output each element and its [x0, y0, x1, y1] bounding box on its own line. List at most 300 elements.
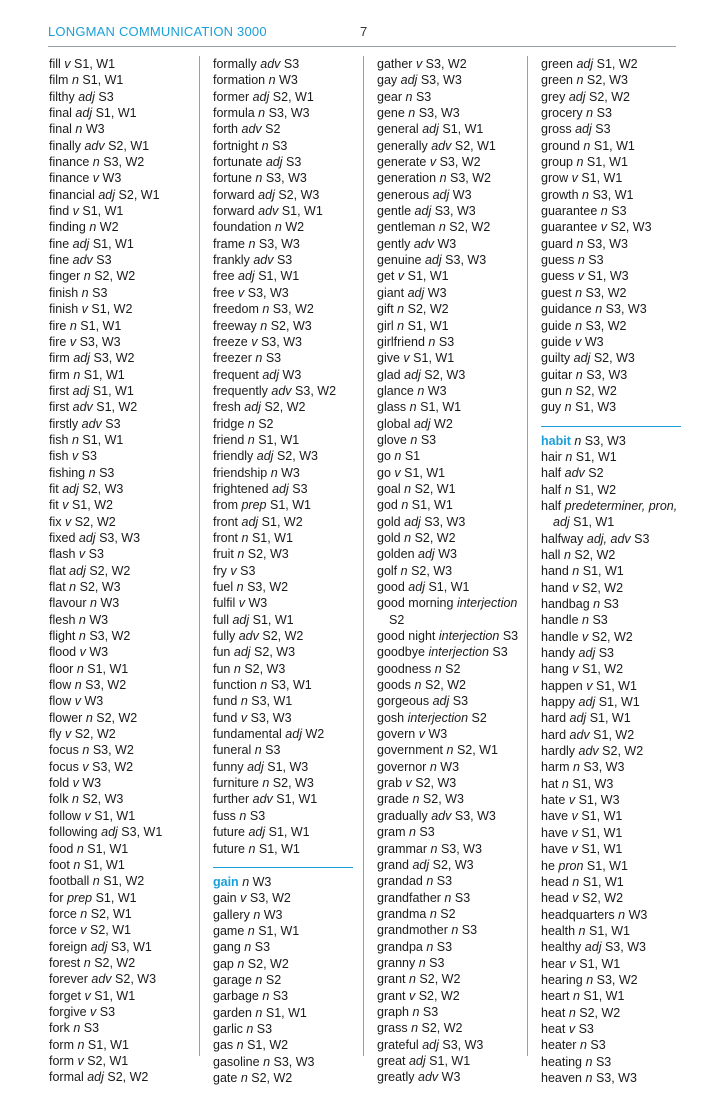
word-entry — [213, 367, 353, 383]
part-of-speech: adj — [568, 89, 586, 104]
headword: final — [49, 122, 72, 137]
part-of-speech: n — [583, 138, 591, 153]
headword: fine — [49, 253, 70, 268]
word-entry — [541, 694, 681, 710]
frequency-code: W3 — [437, 236, 457, 251]
column-1 — [49, 56, 199, 1086]
book-title: LONGMAN COMMUNICATION 3000 — [48, 24, 267, 39]
headword: fuel — [213, 580, 234, 594]
word-entry — [377, 187, 522, 203]
part-of-speech: n — [593, 597, 601, 611]
word-entry — [541, 482, 681, 498]
part-of-speech: adj — [432, 694, 450, 709]
headword: gradually — [377, 808, 428, 823]
headword: good morning — [377, 596, 454, 611]
part-of-speech: v — [71, 449, 79, 464]
headword: forward — [213, 204, 255, 219]
frequency-code: S2, W3 — [82, 792, 124, 807]
letter-section — [213, 867, 353, 1086]
part-of-speech: n — [438, 220, 446, 235]
headword: first — [49, 400, 70, 415]
part-of-speech: n — [426, 874, 434, 889]
headword: garden — [213, 1005, 252, 1020]
headword: headquarters — [541, 907, 615, 922]
headword: function — [213, 678, 257, 693]
word-entry — [49, 824, 199, 840]
frequency-code: S1, W1 — [276, 792, 318, 807]
word-entry — [213, 759, 353, 775]
headword: genuine — [377, 253, 422, 268]
part-of-speech: n — [575, 285, 583, 300]
word-entry — [377, 742, 522, 758]
word-entry — [541, 318, 681, 334]
part-of-speech: n — [258, 106, 266, 121]
part-of-speech: adj — [73, 351, 90, 366]
headword: generous — [377, 187, 430, 202]
frequency-code: S3 — [595, 122, 611, 137]
part-of-speech: adj — [573, 351, 591, 366]
part-of-speech: n — [71, 432, 79, 447]
headword: health — [541, 923, 576, 938]
word-entry — [541, 596, 681, 612]
frequency-code: S2 — [389, 612, 405, 627]
part-of-speech: v — [72, 776, 79, 791]
headword: forever — [49, 972, 88, 987]
part-of-speech: adj — [285, 727, 302, 742]
frequency-code: S2, W1 — [456, 743, 498, 758]
headword: growth — [541, 187, 579, 202]
part-of-speech: adv — [91, 972, 112, 987]
headword: foot — [49, 857, 70, 872]
word-entry — [49, 873, 199, 889]
word-entry — [49, 661, 199, 677]
frequency-code: S1, W1 — [442, 122, 484, 137]
headword: handle — [541, 629, 579, 644]
part-of-speech: adv — [260, 57, 281, 71]
frequency-code: S1, W1 — [593, 138, 635, 153]
part-of-speech: n — [394, 449, 402, 464]
headword: gentleman — [377, 220, 436, 235]
part-of-speech: interjection — [428, 645, 489, 660]
part-of-speech: n — [77, 1037, 85, 1052]
word-entry — [213, 563, 353, 579]
headword: half — [541, 466, 562, 481]
part-of-speech: adj — [569, 711, 587, 726]
frequency-code: S3, W2 — [425, 57, 467, 71]
word-entry — [49, 841, 199, 857]
headword: have — [541, 809, 569, 824]
entry-list — [49, 56, 199, 1086]
letter-section — [541, 426, 681, 1087]
word-entry — [377, 661, 522, 677]
headword: grade — [377, 792, 409, 807]
frequency-code: S3, W3 — [586, 236, 628, 251]
part-of-speech: v — [64, 57, 71, 71]
part-of-speech: adv — [72, 253, 93, 268]
headword: head — [541, 891, 569, 906]
word-entry — [213, 1070, 353, 1086]
frequency-code: S1, W2 — [593, 727, 635, 742]
frequency-code: S1, W1 — [404, 465, 446, 480]
part-of-speech: v — [84, 808, 91, 823]
frequency-code: S3 — [292, 481, 308, 496]
word-entry — [541, 367, 681, 383]
word-entry — [213, 383, 353, 399]
part-of-speech: n — [73, 1021, 81, 1036]
frequency-code: S2, W2 — [74, 727, 116, 742]
frequency-code: S1, W1 — [428, 580, 470, 594]
headword: hardly — [541, 744, 576, 759]
word-entry — [49, 465, 199, 481]
part-of-speech: adv — [431, 138, 452, 153]
headword: freeway — [213, 318, 257, 333]
word-entry — [49, 759, 199, 775]
word-entry — [541, 661, 681, 677]
frequency-code: S3, W3 — [584, 433, 626, 448]
frequency-code: S2, W2 — [264, 400, 306, 415]
frequency-code: S2, W3 — [586, 73, 628, 88]
frequency-code: S3 — [88, 547, 104, 562]
frequency-code: S3, W3 — [586, 367, 628, 382]
headword: grandmother — [377, 923, 448, 938]
frequency-code: S1, W1 — [83, 857, 125, 872]
headword: film — [49, 73, 69, 88]
frequency-code: S2, W1 — [90, 923, 132, 938]
part-of-speech: v — [92, 171, 100, 186]
frequency-code: S2, W2 — [588, 89, 630, 104]
headword: handbag — [541, 597, 590, 611]
word-entry — [377, 841, 522, 857]
part-of-speech: n — [263, 1054, 271, 1069]
frequency-code: W2 — [305, 727, 325, 742]
headword: general — [377, 122, 419, 137]
word-entry — [49, 1053, 199, 1069]
part-of-speech: adj — [272, 481, 289, 496]
part-of-speech: n — [409, 400, 417, 415]
frequency-code: S2, W1 — [414, 481, 456, 496]
word-entry — [213, 956, 353, 972]
headword: further — [213, 792, 250, 807]
headword: fill — [49, 57, 61, 71]
frequency-code: S3 — [256, 1021, 273, 1036]
part-of-speech: n — [90, 596, 97, 611]
word-entry — [377, 334, 522, 350]
part-of-speech: n — [564, 482, 572, 497]
frequency-code: W3 — [279, 73, 298, 88]
part-of-speech: n — [239, 808, 247, 823]
frequency-code: S1, W1 — [429, 1053, 471, 1068]
frequency-code: S2, W1 — [90, 906, 132, 921]
part-of-speech: n — [71, 73, 79, 88]
word-entry — [49, 383, 199, 399]
word-entry — [213, 268, 353, 284]
headword: focus — [49, 743, 79, 758]
word-entry — [213, 791, 353, 807]
headword: foundation — [213, 220, 272, 235]
part-of-speech: n — [236, 580, 244, 594]
headword: grant — [377, 988, 406, 1003]
word-entry — [541, 465, 681, 481]
word-entry — [49, 514, 199, 530]
part-of-speech: n — [575, 367, 583, 382]
headword: green — [541, 73, 573, 88]
word-entry — [49, 138, 199, 154]
headword: heat — [541, 1005, 566, 1020]
part-of-speech: n — [240, 694, 248, 709]
part-of-speech: adv — [418, 1070, 439, 1085]
frequency-code: S3, W2 — [585, 318, 627, 333]
word-entry — [213, 1005, 353, 1021]
headword: gram — [377, 825, 406, 840]
headword: gold — [377, 514, 401, 529]
headword: fortunate — [213, 155, 263, 170]
headword: financial — [49, 187, 95, 202]
part-of-speech: adj — [412, 857, 430, 872]
part-of-speech: v — [230, 563, 237, 578]
frequency-code: S1, W1 — [413, 351, 455, 366]
headword: glass — [377, 400, 407, 415]
frequency-code: S3 — [588, 253, 604, 268]
frequency-code: W3 — [252, 874, 272, 889]
word-entry — [49, 1004, 199, 1020]
word-entry — [541, 825, 681, 841]
headword: graph — [377, 1004, 409, 1019]
frequency-code: S1, W1 — [94, 988, 136, 1003]
headword: gear — [377, 89, 403, 104]
frequency-code: S3, W3 — [260, 334, 302, 349]
frequency-code: S2 — [265, 122, 281, 137]
headword: gorgeous — [377, 694, 430, 709]
frequency-code: S3, W3 — [454, 808, 496, 823]
headword: forth — [213, 122, 239, 137]
headword: gold — [377, 530, 401, 545]
word-entry — [213, 318, 353, 334]
part-of-speech: adj — [404, 514, 421, 529]
frequency-code: W3 — [452, 187, 472, 202]
headword: guitar — [541, 367, 573, 382]
section-heading-entry — [213, 874, 353, 890]
frequency-code: S2, W2 — [579, 1005, 621, 1020]
frequency-code: S3 — [429, 955, 445, 970]
part-of-speech: n — [410, 432, 418, 447]
headword: hand — [541, 564, 569, 579]
part-of-speech: n — [242, 874, 250, 889]
frequency-code: S3 — [592, 613, 608, 628]
word-entry — [213, 939, 353, 955]
frequency-code: W3 — [281, 465, 300, 480]
headword: happy — [541, 695, 576, 710]
headword: gift — [377, 302, 394, 317]
word-entry — [541, 203, 681, 219]
headword: funeral — [213, 743, 252, 758]
headword: front — [213, 514, 239, 529]
frequency-code: S3, W3 — [424, 514, 466, 529]
part-of-speech: n — [246, 1021, 254, 1036]
word-entry — [541, 678, 681, 694]
part-of-speech: n — [563, 547, 571, 562]
headword: grab — [377, 776, 403, 791]
frequency-code: S1, W2 — [582, 662, 624, 677]
frequency-code: S1, W1 — [411, 498, 453, 513]
part-of-speech: adj — [414, 204, 432, 219]
word-entry — [213, 399, 353, 415]
frequency-code: S2, W3 — [115, 972, 157, 987]
headword: grass — [377, 1021, 408, 1036]
headword: fishing — [49, 465, 86, 480]
frequency-code: S1, W1 — [581, 809, 623, 824]
headword: heaven — [541, 1070, 583, 1085]
frequency-code: S2, W3 — [276, 449, 318, 464]
part-of-speech: n — [89, 220, 97, 235]
part-of-speech: v — [80, 923, 87, 938]
part-of-speech: adj — [408, 580, 425, 594]
frequency-code: S3 — [105, 416, 121, 431]
frequency-code: W3 — [428, 727, 448, 742]
frequency-code: S3, W2 — [89, 629, 131, 644]
frequency-code: S1, W1 — [82, 73, 124, 88]
word-entry — [377, 628, 522, 644]
word-entry — [541, 89, 681, 105]
frequency-code: S3, W2 — [596, 972, 638, 987]
frequency-code: S3, W2 — [103, 155, 145, 170]
word-entry — [377, 219, 522, 235]
frequency-code: S1, W1 — [94, 808, 136, 823]
word-entry — [377, 710, 522, 726]
part-of-speech: n — [430, 841, 438, 856]
headword: gently — [377, 236, 411, 251]
part-of-speech: n — [582, 187, 589, 202]
part-of-speech: adj — [232, 612, 250, 627]
frequency-code: S3, W3 — [79, 334, 121, 349]
part-of-speech: v — [405, 776, 412, 791]
word-entry — [541, 138, 681, 154]
frequency-code: S3, W2 — [249, 891, 291, 906]
part-of-speech: n — [576, 236, 584, 251]
word-entry — [377, 399, 522, 415]
part-of-speech: v — [240, 710, 248, 725]
headword: goods — [377, 678, 412, 693]
headword: good — [377, 580, 405, 594]
part-of-speech: adj — [400, 73, 418, 88]
frequency-code: S2, W2 — [582, 891, 624, 906]
frequency-code: S3, W3 — [273, 1054, 315, 1069]
part-of-speech: v — [240, 891, 247, 906]
word-entry — [49, 252, 199, 268]
part-of-speech: adj — [578, 695, 596, 710]
word-entry — [377, 236, 522, 252]
part-of-speech: n — [255, 351, 263, 366]
part-of-speech: v — [64, 514, 72, 529]
word-entry — [213, 530, 353, 546]
frequency-code: S3 — [611, 204, 627, 219]
headword: frame — [213, 236, 245, 251]
part-of-speech: adj — [248, 825, 266, 840]
frequency-code: S3 — [436, 874, 453, 889]
headword: have — [541, 842, 569, 857]
headword: final — [49, 106, 72, 121]
word-entry — [377, 367, 522, 383]
part-of-speech: interjection — [438, 629, 500, 644]
word-entry — [213, 154, 353, 170]
part-of-speech: adj — [258, 187, 275, 202]
part-of-speech: adj — [87, 1070, 104, 1085]
part-of-speech: predeterminer, pron, adj — [553, 498, 678, 530]
word-entry — [49, 1069, 199, 1085]
headword: hearing — [541, 972, 583, 987]
frequency-code: S1, W1 — [95, 106, 137, 121]
word-entry — [213, 661, 353, 677]
headword: grey — [541, 89, 566, 104]
headword: generate — [377, 155, 427, 170]
headword: hear — [541, 956, 567, 971]
word-entry — [377, 285, 522, 301]
part-of-speech: adj — [233, 645, 251, 660]
headword: food — [49, 841, 74, 856]
frequency-code: S3 — [272, 989, 289, 1004]
frequency-code: S3, W3 — [250, 710, 292, 725]
word-entry — [49, 563, 199, 579]
word-entry — [377, 530, 522, 546]
frequency-code: S2, W2 — [602, 744, 644, 759]
headword: firstly — [49, 416, 79, 431]
word-entry — [377, 873, 522, 889]
part-of-speech: v — [569, 956, 576, 971]
word-entry — [377, 350, 522, 366]
part-of-speech: v — [571, 842, 578, 857]
frequency-code: S1, W1 — [82, 432, 124, 447]
word-entry — [377, 383, 522, 399]
headword: fully — [213, 629, 236, 644]
part-of-speech: n — [80, 906, 88, 921]
word-entry — [541, 972, 681, 988]
part-of-speech: v — [408, 988, 416, 1003]
frequency-code: S2 — [588, 466, 604, 481]
part-of-speech: v — [238, 596, 245, 611]
headword: guarantee — [541, 220, 598, 235]
word-entry — [49, 170, 199, 186]
headword: freezer — [213, 351, 252, 366]
frequency-code: S1, W1 — [586, 858, 628, 873]
frequency-code: W3 — [82, 776, 102, 791]
frequency-code: S1, W1 — [87, 661, 129, 676]
word-entry — [541, 56, 681, 72]
frequency-code: S1, W1 — [595, 678, 637, 693]
frequency-code: S2, W2 — [251, 1070, 293, 1085]
part-of-speech: n — [565, 449, 573, 464]
headword: free — [213, 285, 235, 300]
headword: fry — [213, 563, 227, 578]
headword: handle — [541, 613, 579, 628]
frequency-code: S3, W2 — [92, 743, 134, 758]
word-entry — [49, 399, 199, 415]
word-entry — [49, 121, 199, 137]
frequency-code: S3, W1 — [270, 678, 312, 693]
word-entry — [541, 219, 681, 235]
part-of-speech: v — [251, 334, 258, 349]
headword: freeze — [213, 334, 248, 349]
part-of-speech: adj — [578, 646, 596, 661]
part-of-speech: n — [240, 1070, 248, 1085]
headword: girlfriend — [377, 334, 425, 349]
headword: friendly — [213, 449, 254, 464]
headword: happen — [541, 678, 583, 693]
part-of-speech: n — [428, 334, 436, 349]
frequency-code: S3 — [452, 694, 469, 709]
part-of-speech: adj — [575, 122, 592, 137]
frequency-code: S3 — [420, 432, 437, 447]
headword: governor — [377, 759, 427, 774]
headword: guess — [541, 253, 575, 268]
